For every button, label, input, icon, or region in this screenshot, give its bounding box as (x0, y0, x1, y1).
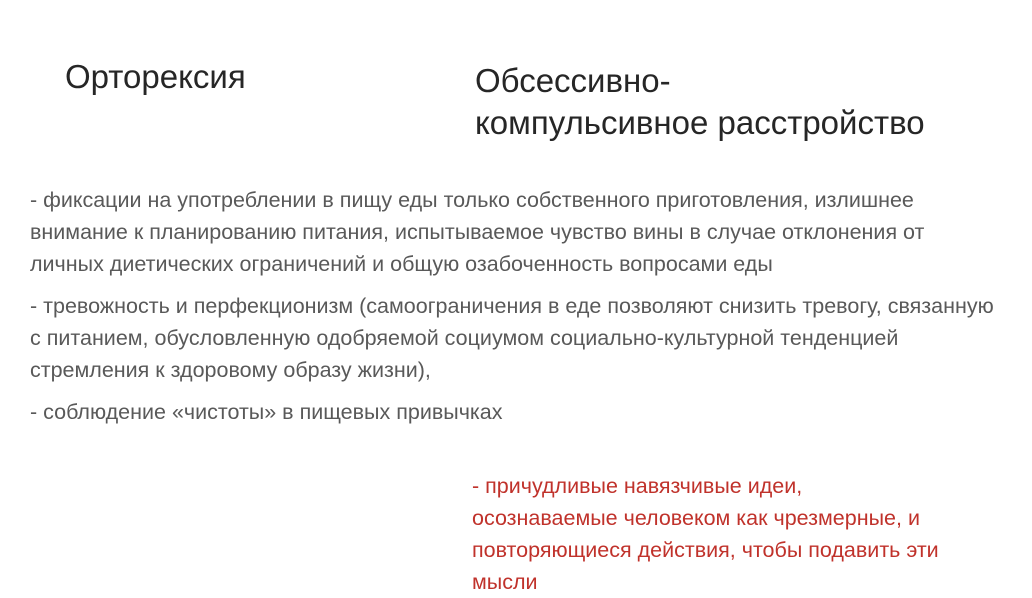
orthorexia-description (30, 184, 1000, 438)
paragraph-fixation: - фиксации на употреблении в пищу еды только собственного приготовления, излишнее внимание к планированию питания, испытываемое чувство вины в случае отклонения от личных диетических ограничений и общую озабоченность вопросами еды (30, 188, 925, 276)
paragraph-purity: - соблюдение «чистоты» в пищевых привычках (30, 400, 503, 424)
ocd-description: - причудливые навязчивые идеи, осознаваемые человеком как чрезмерные, и повторяющиеся действия, чтобы подавить эти мысли (472, 474, 939, 594)
paragraph-anxiety: - тревожность и перфекционизм (самоограничения в еде позволяют снизить тревогу, связанную с питанием, обусловленную одобряемой социумом социально-культурной тенденцией стремления к здоровому образу жизни), (30, 294, 994, 382)
title-ocd: Обсессивно- компульсивное расстройство (475, 62, 925, 141)
title-orthorexia: Орторексия (65, 58, 246, 95)
